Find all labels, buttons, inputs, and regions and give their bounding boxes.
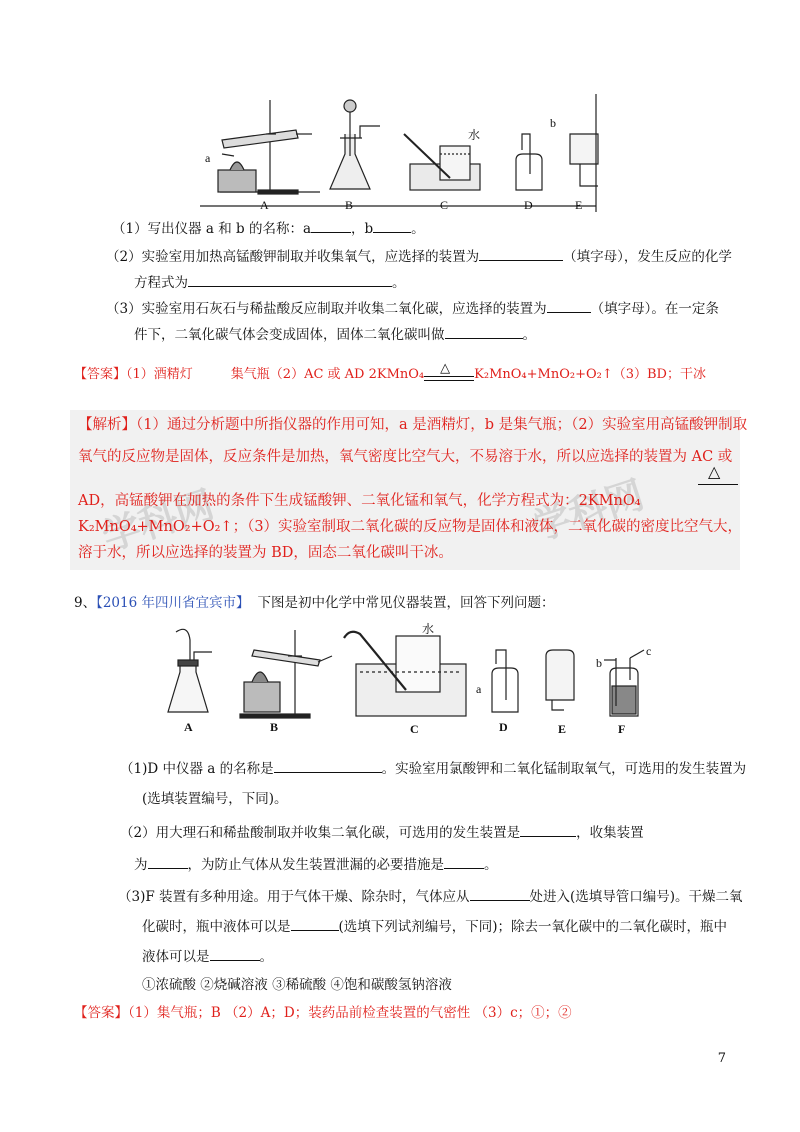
figure-label-B: B [345, 198, 354, 212]
watermark: 学科网 [527, 472, 650, 550]
fig2-caption-E: E [558, 722, 567, 736]
answer-1: 【答案】（1）酒精灯 集气瓶（2）AC 或 AD 2KMnO₄ △ K₂MnO₄+MnO₂+O₂↑（3）BD；干冰 [74, 361, 706, 382]
analysis-line-2: 氧气的反应物是固体，反应条件是加热，氧气密度比空气大，不易溶于水，所以应选择的装置为 AC 或 [78, 449, 733, 465]
q9-line-4: 为 ，为防止气体从发生装置泄漏的必要措施是 。 [134, 854, 498, 874]
fig2-label-c: c [646, 644, 652, 658]
q9-options: ①浓硫酸 ②烧碱溶液 ③稀硫酸 ④饱和碳酸氢钠溶液 [142, 977, 452, 993]
fig2-label-water: 水 [422, 622, 435, 636]
q9-line-7: 液体可以是 。 [142, 946, 273, 966]
page-number: 7 [717, 1051, 726, 1066]
q1-line-4: （3）实验室用石灰石与稀盐酸反应制取并收集二氧化碳，应选择的装置为 （填字母）。在一定条 [106, 298, 719, 318]
analysis-line-4: K₂MnO₄+MnO₂+O₂↑；（3）实验室制取二氧化碳的反应物是固体和液体，二氧化碳的密度比空气大， [78, 519, 743, 535]
analysis-line-3: AD，高锰酸钾在加热的条件下生成锰酸钾、二氧化锰和氧气，化学方程式为：2KMnO₄ [78, 493, 641, 509]
fig2-label-b: b [596, 656, 602, 670]
q9-line-3: （2）用大理石和稀盐酸制取并收集二氧化碳，可选用的发生装置是 ，收集装置 [120, 822, 644, 842]
figure-label-E: E [575, 198, 583, 212]
watermark: 学科网 [97, 482, 220, 560]
answer-tag: 【答案】 [74, 1005, 128, 1021]
figure-label-water: 水 [468, 128, 481, 142]
fig2-caption-B: B [270, 720, 279, 734]
fig2-caption-A: A [184, 720, 193, 734]
q1-line-2: （2）实验室用加热高锰酸钾制取并收集氧气，应选择的装置为 （填字母），发生反应的化学 [106, 246, 732, 266]
fig2-label-a: a [476, 682, 482, 696]
apparatus-figure-2 [160, 620, 660, 738]
q9-line-5: （3)F 装置有多种用途。用于气体干燥、除杂时，气体应从 处进入(选填导管口编号)。干燥二氧 [118, 886, 743, 906]
question-number: 9、 [74, 595, 97, 611]
q1-line-5: 件下，二氧化碳气体会变成固体，固体二氧化碳叫做 。 [134, 324, 536, 344]
analysis-line-5: 溶于水，所以应选择的装置为 BD，固态二氧化碳叫干冰。 [78, 545, 453, 561]
fig2-caption-C: C [410, 722, 419, 736]
equation-condition: △ [424, 366, 474, 384]
figure-label-D: D [524, 198, 533, 212]
apparatus-figure-1 [200, 94, 600, 214]
analysis-block [70, 410, 748, 570]
fig2-caption-F: F [618, 722, 626, 736]
figure-label-A: A [260, 198, 269, 212]
analysis-line-1: 【解析】（1）通过分析题中所指仪器的作用可知，a 是酒精灯，b 是集气瓶；（2）实验室用高锰酸钾制取 [78, 417, 748, 433]
q1-line-3: 方程式为 。 [134, 272, 406, 292]
q9-header [74, 594, 555, 612]
question-source: 【2016 年四川省宜宾市】 [96, 595, 250, 611]
q1-line-1: （1）写出仪器 a 和 b 的名称：a ，b 。 [112, 218, 425, 238]
answer-9: 【答案】（1）集气瓶；B （2）A；D；装药品前检查装置的气密性 （3）c；①；② [74, 1005, 572, 1021]
answer-tag: 【答案】 [74, 367, 127, 382]
q9-line-2: (选填装置编号，下同)。 [142, 791, 288, 807]
figure-label-C: C [440, 198, 449, 212]
question-intro: 下图是初中化学中常见仪器装置，回答下列问题： [257, 595, 555, 611]
figure-label-a-tag: a [205, 151, 211, 165]
q9-line-1: （1)D 中仪器 a 的名称是 。实验室用氯酸钾和二氧化锰制取氧气，可选用的发生装置为 [120, 758, 746, 778]
fig2-caption-D: D [499, 720, 508, 734]
analysis-condition: △ [698, 464, 738, 486]
q9-line-6: 化碳时，瓶中液体可以是 (选填下列试剂编号，下同)；除去一氧化碳中的二氧化碳时，瓶中 [142, 916, 727, 936]
figure-label-b-tag: b [550, 116, 556, 130]
